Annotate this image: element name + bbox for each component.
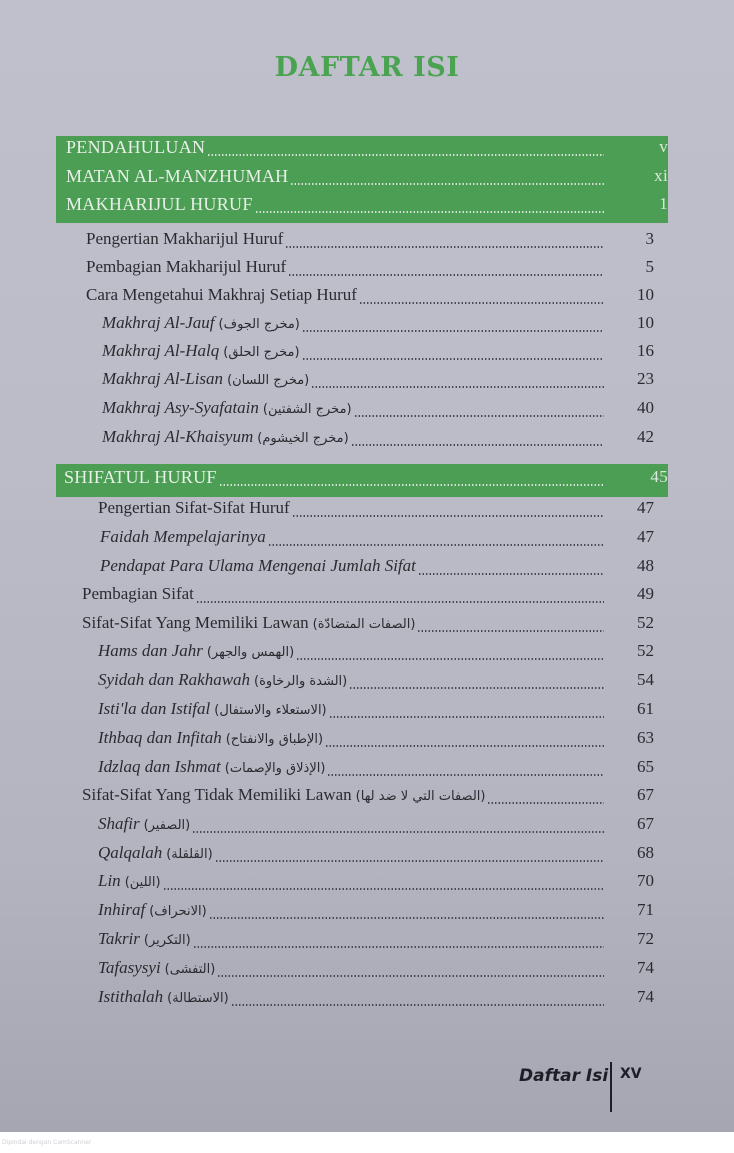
toc-page-number: 67 — [637, 814, 654, 833]
toc-entry-title: Inhiraf — [98, 900, 146, 919]
leader-dots — [196, 601, 604, 603]
leader-dots — [209, 917, 604, 919]
toc-entry-title: Tafasysyi — [98, 958, 161, 977]
toc-entry[interactable] — [0, 843, 734, 869]
toc-entry-arabic: (الشدة والرخاوة) — [254, 674, 348, 689]
toc-entry-arabic: (مخرج الخيشوم) — [257, 431, 349, 446]
toc-entry[interactable] — [0, 785, 734, 811]
toc-entry-title: Faidah Mempelajarinya — [100, 527, 266, 546]
leader-dots — [351, 444, 604, 446]
toc-page-number: 68 — [637, 843, 654, 862]
leader-dots — [231, 1004, 604, 1006]
toc-entry-title: SHIFATUL HURUF — [64, 467, 217, 487]
toc-entry-title: Qalqalah — [98, 843, 163, 862]
running-title: Daftar Isi — [519, 1066, 609, 1086]
toc-page-number: 70 — [637, 871, 654, 890]
toc-entry[interactable] — [0, 498, 734, 524]
toc-entry[interactable] — [0, 257, 734, 283]
toc-section-heading[interactable] — [0, 194, 734, 220]
toc-page-number: 10 — [637, 313, 654, 332]
leader-dots — [302, 330, 604, 332]
leader-dots — [329, 716, 604, 718]
leader-dots — [268, 544, 604, 546]
leader-dots — [359, 302, 604, 304]
toc-entry[interactable] — [0, 757, 734, 783]
page-number: XV — [620, 1066, 642, 1082]
toc-entry[interactable] — [0, 728, 734, 754]
toc-entry-arabic: (الإطباق والانفتاح) — [225, 732, 324, 747]
toc-entry-title: Pengertian Makharijul Huruf — [86, 229, 284, 248]
toc-page-number: 48 — [637, 556, 654, 575]
toc-page-number: 49 — [637, 584, 654, 603]
leader-dots — [255, 211, 604, 213]
toc-entry-title: Isti'la dan Istifal — [98, 699, 211, 718]
toc-entry-arabic: (الهمس والجهر) — [206, 645, 295, 660]
leader-dots — [192, 831, 604, 833]
toc-page-number: 74 — [637, 958, 654, 977]
toc-entry-arabic: (مخرج الجوف) — [218, 317, 300, 332]
toc-entry-title: Sifat-Sifat Yang Memiliki Lawan — [82, 613, 309, 632]
toc-entry[interactable] — [0, 398, 734, 424]
toc-entry-arabic: (التفشى) — [164, 962, 216, 977]
leader-dots — [349, 687, 604, 689]
toc-entry-title: Makhraj Al-Jauf — [102, 313, 215, 332]
leader-dots — [311, 386, 604, 388]
leader-dots — [163, 888, 604, 890]
toc-page-number: xi — [654, 166, 668, 185]
toc-page-number: 45 — [650, 467, 668, 486]
toc-page-number: 63 — [637, 728, 654, 747]
toc-page-number: 71 — [637, 900, 654, 919]
toc-entry-arabic: (الصفات المتضادّة) — [312, 617, 416, 632]
leader-dots — [285, 246, 604, 248]
toc-entry-arabic: (الصفات التي لا ضد لها) — [355, 789, 486, 804]
toc-page-number: 72 — [637, 929, 654, 948]
toc-entry-arabic: (الانحراف) — [149, 904, 207, 919]
leader-dots — [215, 860, 604, 862]
leader-dots — [417, 630, 604, 632]
leader-dots — [302, 358, 604, 360]
toc-entry[interactable] — [0, 699, 734, 725]
toc-entry-title: Sifat-Sifat Yang Tidak Memiliki Lawan — [82, 785, 352, 804]
toc-page-number: 3 — [645, 229, 654, 248]
toc-entry-arabic: (مخرج اللسان) — [227, 373, 310, 388]
toc-entry-title: Pendapat Para Ulama Mengenai Jumlah Sifat — [100, 556, 416, 575]
leader-dots — [418, 573, 604, 575]
toc-entry[interactable] — [0, 313, 734, 339]
toc-page-number: 47 — [637, 527, 654, 546]
toc-entry[interactable] — [0, 670, 734, 696]
toc-page-number: 52 — [637, 613, 654, 632]
toc-entry-title: Pembagian Sifat — [82, 584, 194, 603]
toc-entry-arabic: (القلقلة) — [166, 847, 213, 862]
toc-entry-title: Ithbaq dan Infitah — [98, 728, 222, 747]
leader-dots — [292, 515, 604, 517]
toc-entry[interactable] — [0, 987, 734, 1013]
toc-entry[interactable] — [0, 929, 734, 955]
toc-entry-title: Lin — [98, 871, 121, 890]
toc-entry[interactable] — [0, 958, 734, 984]
toc-page-number: 1 — [659, 194, 668, 213]
toc-entry[interactable] — [0, 285, 734, 311]
toc-entry-title: MAKHARIJUL HURUF — [66, 194, 253, 214]
toc-page-number: 74 — [637, 987, 654, 1006]
toc-entry-arabic: (التكرير) — [143, 933, 191, 948]
toc-page-number: 16 — [637, 341, 654, 360]
leader-dots — [327, 774, 604, 776]
footer-divider — [610, 1062, 612, 1112]
toc-entry-arabic: (الاستعلاء والاستفال) — [214, 703, 327, 718]
toc-entry-title: Takrir — [98, 929, 140, 948]
toc-entry[interactable] — [0, 527, 734, 553]
toc-entry[interactable] — [0, 229, 734, 255]
leader-dots — [296, 658, 604, 660]
toc-entry-title: Makhraj Al-Lisan — [102, 369, 224, 388]
toc-entry-title: Makhraj Al-Halq — [102, 341, 220, 360]
leader-dots — [207, 154, 604, 156]
toc-page-number: 61 — [637, 699, 654, 718]
toc-entry[interactable] — [0, 871, 734, 897]
leader-dots — [354, 415, 604, 417]
toc-entry-title: Idzlaq dan Ishmat — [98, 757, 221, 776]
toc-page-number: 42 — [637, 427, 654, 446]
toc-page-number: 40 — [637, 398, 654, 417]
toc-page-number: 23 — [637, 369, 654, 388]
toc-entry-title: Makhraj Asy-Syafatain — [102, 398, 259, 417]
toc-entry-title: Cara Mengetahui Makhraj Setiap Huruf — [86, 285, 357, 304]
toc-page-number: v — [659, 137, 668, 156]
toc-entry-arabic: (الصفير) — [143, 818, 191, 833]
toc-entry-title: Makhraj Al-Khaisyum — [102, 427, 254, 446]
toc-entry-title: Pembagian Makharijul Huruf — [86, 257, 287, 276]
toc-page-number: 5 — [645, 257, 654, 276]
toc-entry-title: Pengertian Sifat-Sifat Huruf — [98, 498, 290, 517]
toc-entry[interactable] — [0, 556, 734, 582]
toc-entry-title: Hams dan Jahr — [98, 641, 203, 660]
scanner-watermark: Dipindai dengan CamScanner — [2, 1139, 92, 1146]
toc-entry-arabic: (مخرج الشفتين) — [262, 402, 352, 417]
toc-entry[interactable] — [0, 641, 734, 667]
toc-entry-arabic: (مخرج الحلق) — [223, 345, 300, 360]
leader-dots — [290, 183, 604, 185]
toc-entry[interactable] — [0, 584, 734, 610]
toc-entry-arabic: (الاستطالة) — [167, 991, 229, 1006]
toc-entry[interactable] — [0, 369, 734, 395]
toc-page-number: 10 — [637, 285, 654, 304]
leader-dots — [288, 274, 604, 276]
toc-entry-title: PENDAHULUAN — [66, 137, 206, 157]
toc-entry-title: MATAN AL-MANZHUMAH — [66, 166, 289, 186]
toc-section-heading[interactable] — [0, 467, 734, 493]
toc-page-number: 67 — [637, 785, 654, 804]
toc-entry-title: Syidah dan Rakhawah — [98, 670, 251, 689]
toc-entry[interactable] — [0, 427, 734, 453]
toc-entry-title: Istithalah — [98, 987, 164, 1006]
leader-dots — [193, 946, 604, 948]
page-title: DAFTAR ISI — [274, 52, 460, 83]
leader-dots — [219, 484, 604, 486]
toc-section-heading[interactable] — [0, 137, 734, 163]
toc-page-number: 54 — [637, 670, 654, 689]
leader-dots — [217, 975, 604, 977]
toc-page-number: 52 — [637, 641, 654, 660]
toc-entry-title: Shafir — [98, 814, 140, 833]
leader-dots — [325, 745, 604, 747]
toc-entry[interactable] — [0, 814, 734, 840]
leader-dots — [487, 802, 604, 804]
toc-page-number: 47 — [637, 498, 654, 517]
toc-entry[interactable] — [0, 341, 734, 367]
toc-entry[interactable] — [0, 900, 734, 926]
toc-entry-arabic: (اللين) — [124, 875, 161, 890]
toc-entry-arabic: (الإذلاق والإصمات) — [224, 761, 326, 776]
toc-section-heading[interactable] — [0, 166, 734, 192]
toc-page-number: 65 — [637, 757, 654, 776]
toc-entry[interactable] — [0, 613, 734, 639]
